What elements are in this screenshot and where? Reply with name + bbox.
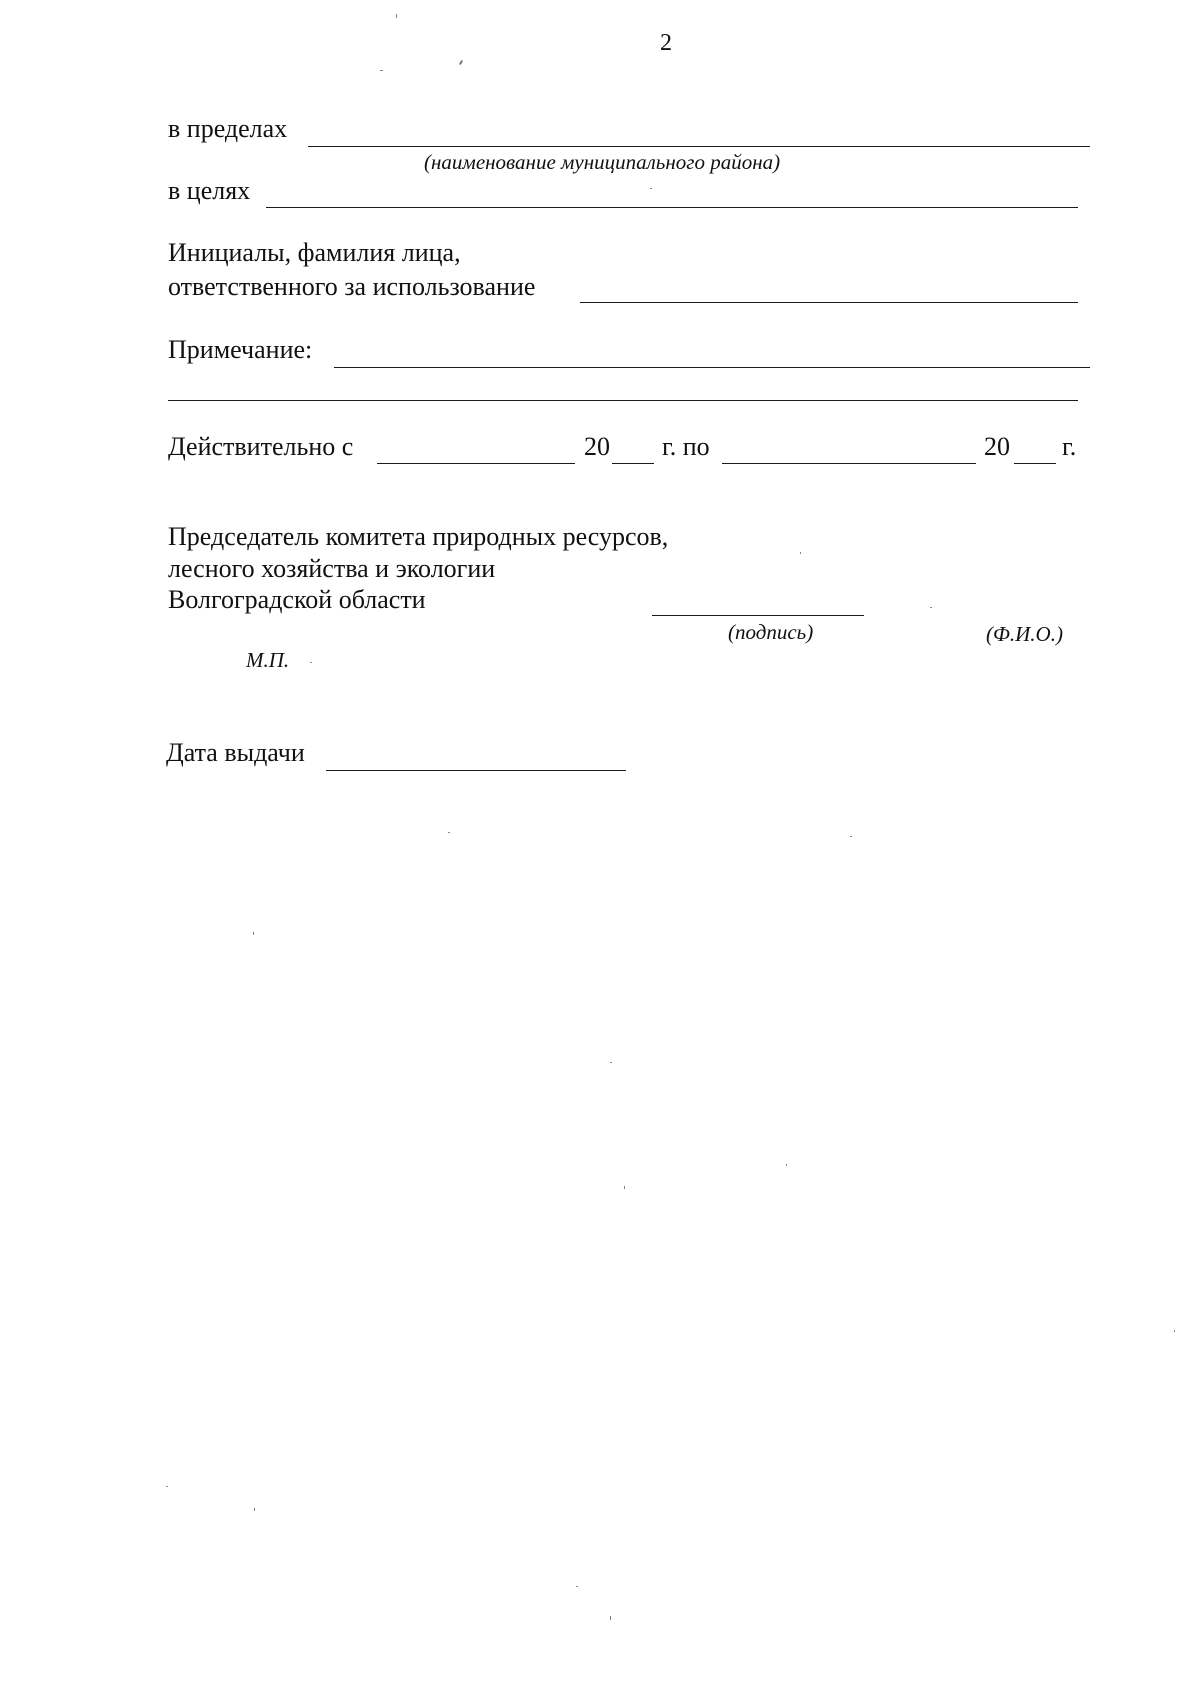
official-position-line2: лесного хозяйства и экологии <box>168 554 496 583</box>
year-from-line[interactable] <box>612 463 654 464</box>
scan-speck <box>576 1586 578 1587</box>
scan-speck <box>380 70 383 71</box>
year-prefix-from: 20 <box>584 432 610 461</box>
scan-speck <box>253 932 254 935</box>
valid-to-label: г. по <box>662 432 710 461</box>
signature-caption: (подпись) <box>728 620 814 644</box>
scan-speck <box>610 1616 611 1620</box>
page-number: 2 <box>660 30 672 56</box>
scan-speck <box>166 1486 168 1487</box>
responsible-field-line[interactable] <box>580 302 1078 303</box>
stamp-place-label: М.П. <box>246 648 290 672</box>
scan-speck <box>459 60 463 65</box>
valid-from-date-line[interactable] <box>377 463 575 464</box>
note-field-line-2[interactable] <box>168 400 1078 401</box>
purpose-label: в целях <box>168 176 251 205</box>
responsible-label-line1: Инициалы, фамилия лица, <box>168 238 461 267</box>
scan-speck <box>448 832 450 833</box>
scan-speck <box>610 1062 612 1063</box>
purpose-field-line[interactable] <box>266 207 1078 208</box>
note-field-line-1[interactable] <box>334 367 1090 368</box>
scan-speck <box>1174 1330 1175 1332</box>
scan-speck <box>930 607 932 608</box>
scan-speck <box>310 662 312 663</box>
year-prefix-to: 20 <box>984 432 1010 461</box>
issue-date-line[interactable] <box>326 770 626 771</box>
scan-speck <box>624 1186 625 1189</box>
issue-date-label: Дата выдачи <box>166 738 305 767</box>
official-position-line1: Председатель комитета природных ресурсов, <box>168 522 669 551</box>
scan-speck <box>650 188 652 189</box>
responsible-label-line2: ответственного за использование <box>168 272 536 301</box>
territory-field-line[interactable] <box>308 146 1090 147</box>
year-to-line[interactable] <box>1014 463 1056 464</box>
valid-from-label: Действительно с <box>168 432 354 461</box>
valid-to-date-line[interactable] <box>722 463 976 464</box>
year-suffix-to: г. <box>1062 432 1077 461</box>
territory-label: в пределах <box>168 114 288 143</box>
scan-speck <box>850 836 852 837</box>
official-position-line3: Волгоградской области <box>168 585 426 614</box>
scan-speck <box>800 552 801 554</box>
note-label: Примечание: <box>168 335 313 364</box>
territory-caption: (наименование муниципального района) <box>424 150 781 174</box>
name-caption: (Ф.И.О.) <box>986 622 1063 646</box>
signature-line[interactable] <box>652 615 864 616</box>
scan-speck <box>786 1164 787 1166</box>
scan-speck <box>396 14 397 18</box>
scan-speck <box>254 1508 255 1511</box>
